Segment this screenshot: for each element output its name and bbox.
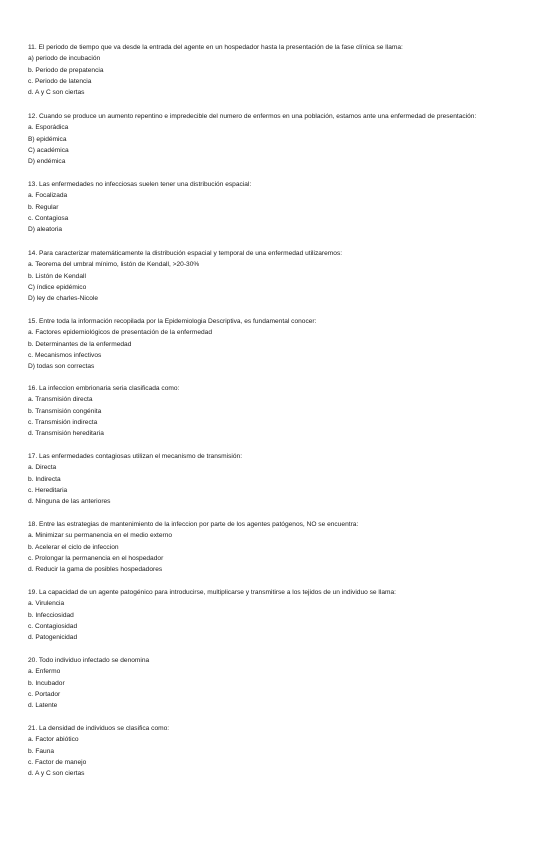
- answer-option: b. Indirecta: [28, 475, 61, 483]
- answer-option: a. Factores epidemiológicos de presentación de la enfermedad: [28, 329, 213, 337]
- answer-option: B) epidémica: [28, 135, 67, 143]
- answer-option: c. Periodo de latencia: [28, 77, 92, 85]
- answer-option: b. Fauna: [28, 747, 55, 755]
- question-16: [28, 383, 528, 439]
- answer-option: a. Virulencia: [28, 600, 65, 608]
- answer-option: D) aleatoria: [28, 226, 63, 234]
- answer-option: c. Prolongar la permanencia en el hospedador: [28, 554, 164, 562]
- question-12: [28, 111, 528, 167]
- question-stem: 21. La densidad de individuos se clasifica como:: [28, 725, 170, 732]
- answer-option: a) periodo de incubación: [28, 55, 101, 63]
- question-stem: 14. Para caracterizar matemáticamente la distribución espacial y temporal de una enfermedad utilizaremos:: [28, 250, 343, 257]
- answer-option: c. Contagiosa: [28, 214, 69, 222]
- question-stem: 19. La capacidad de un agente patogénico para introducirse, multiplicarse y transmitirse a los tejidos de un individuo se llama:: [28, 589, 396, 596]
- question-14: [28, 248, 528, 304]
- answer-option: b. Periodo de prepatencia: [28, 66, 104, 74]
- question-19: [28, 587, 528, 643]
- question-stem: 12. Cuando se produce un aumento repentino e impredecible del numero de enfermos en una población, estamos ante una enfermedad de presentación:: [28, 113, 477, 120]
- question-stem: 17. Las enfermedades contagiosas utilizan el mecanismo de transmisión:: [28, 453, 243, 460]
- answer-option: b. Determinantes de la enfermedad: [28, 340, 132, 348]
- answer-option: a. Directa: [28, 464, 57, 472]
- question-15: [28, 316, 528, 372]
- answer-option: a. Minimizar su permanencia en el medio externo: [28, 532, 173, 540]
- question-stem: 18. Entre las estrategias de mantenimiento de la infeccion por parte de los agentes patógenos, NO se encuentra:: [28, 521, 359, 528]
- answer-option: d. Patogenicidad: [28, 634, 78, 642]
- question-18: [28, 519, 528, 575]
- answer-option: c. Contagiosidad: [28, 622, 78, 630]
- answer-option: D) ley de charles-Nicole: [28, 295, 98, 303]
- answer-option: C) índice epidémico: [28, 283, 87, 291]
- answer-option: d. A y C son ciertas: [28, 89, 85, 97]
- question-stem: 13. Las enfermedades no infecciosas suelen tener una distribución espacial:: [28, 181, 252, 188]
- answer-option: b. Transmisión congénita: [28, 407, 102, 415]
- question-11: [28, 42, 528, 98]
- answer-option: b. Acelerar el ciclo de infeccion: [28, 543, 119, 551]
- answer-option: c. Mecanismos infectivos: [28, 351, 102, 359]
- answer-option: D) todas son correctas: [28, 363, 95, 371]
- question-stem: 20. Todo individuo infectado se denomina: [28, 657, 150, 664]
- question-21: [28, 723, 528, 779]
- question-13: [28, 179, 528, 235]
- answer-option: d. Transmisión hereditaria: [28, 430, 104, 438]
- answer-option: d. Reducir la gama de posibles hospedadores: [28, 566, 163, 574]
- answer-option: d. Ninguna de las anteriores: [28, 498, 111, 506]
- answer-option: b. Infecciosidad: [28, 611, 74, 619]
- answer-option: c. Transmisión indirecta: [28, 418, 98, 426]
- answer-option: b. Regular: [28, 203, 59, 211]
- question-stem: 16. La infeccion embrionaria seria clasificada como:: [28, 385, 180, 392]
- answer-option: a. Enfermo: [28, 668, 61, 676]
- question-stem: 11. El periodo de tiempo que va desde la entrada del agente en un hospedador hasta la presentación de la fase clínica se llama:: [28, 44, 403, 51]
- question-stem: 15. Entre toda la información recopilada por la Epidemiologia Descriptiva, es fundamental conocer:: [28, 318, 317, 325]
- answer-option: c. Factor de manejo: [28, 758, 87, 766]
- answer-option: b. Listón de Kendall: [28, 272, 86, 280]
- answer-option: c. Portador: [28, 690, 61, 698]
- answer-option: c. Hereditaria: [28, 486, 68, 494]
- answer-option: D) endémica: [28, 158, 66, 166]
- question-20: [28, 655, 528, 711]
- answer-option: a. Transmisión directa: [28, 396, 93, 404]
- answer-option: C) académica: [28, 146, 69, 154]
- answer-option: a. Esporádica: [28, 124, 69, 132]
- answer-option: d. Latente: [28, 702, 58, 710]
- answer-option: b. Incubador: [28, 679, 65, 687]
- answer-option: a. Teorema del umbral mínimo, listón de Kendall, >20-30%: [28, 261, 200, 269]
- answer-option: d. A y C son ciertas: [28, 770, 85, 778]
- answer-option: a. Focalizada: [28, 192, 68, 200]
- question-17: [28, 451, 528, 507]
- answer-option: a. Factor abiótico: [28, 736, 79, 744]
